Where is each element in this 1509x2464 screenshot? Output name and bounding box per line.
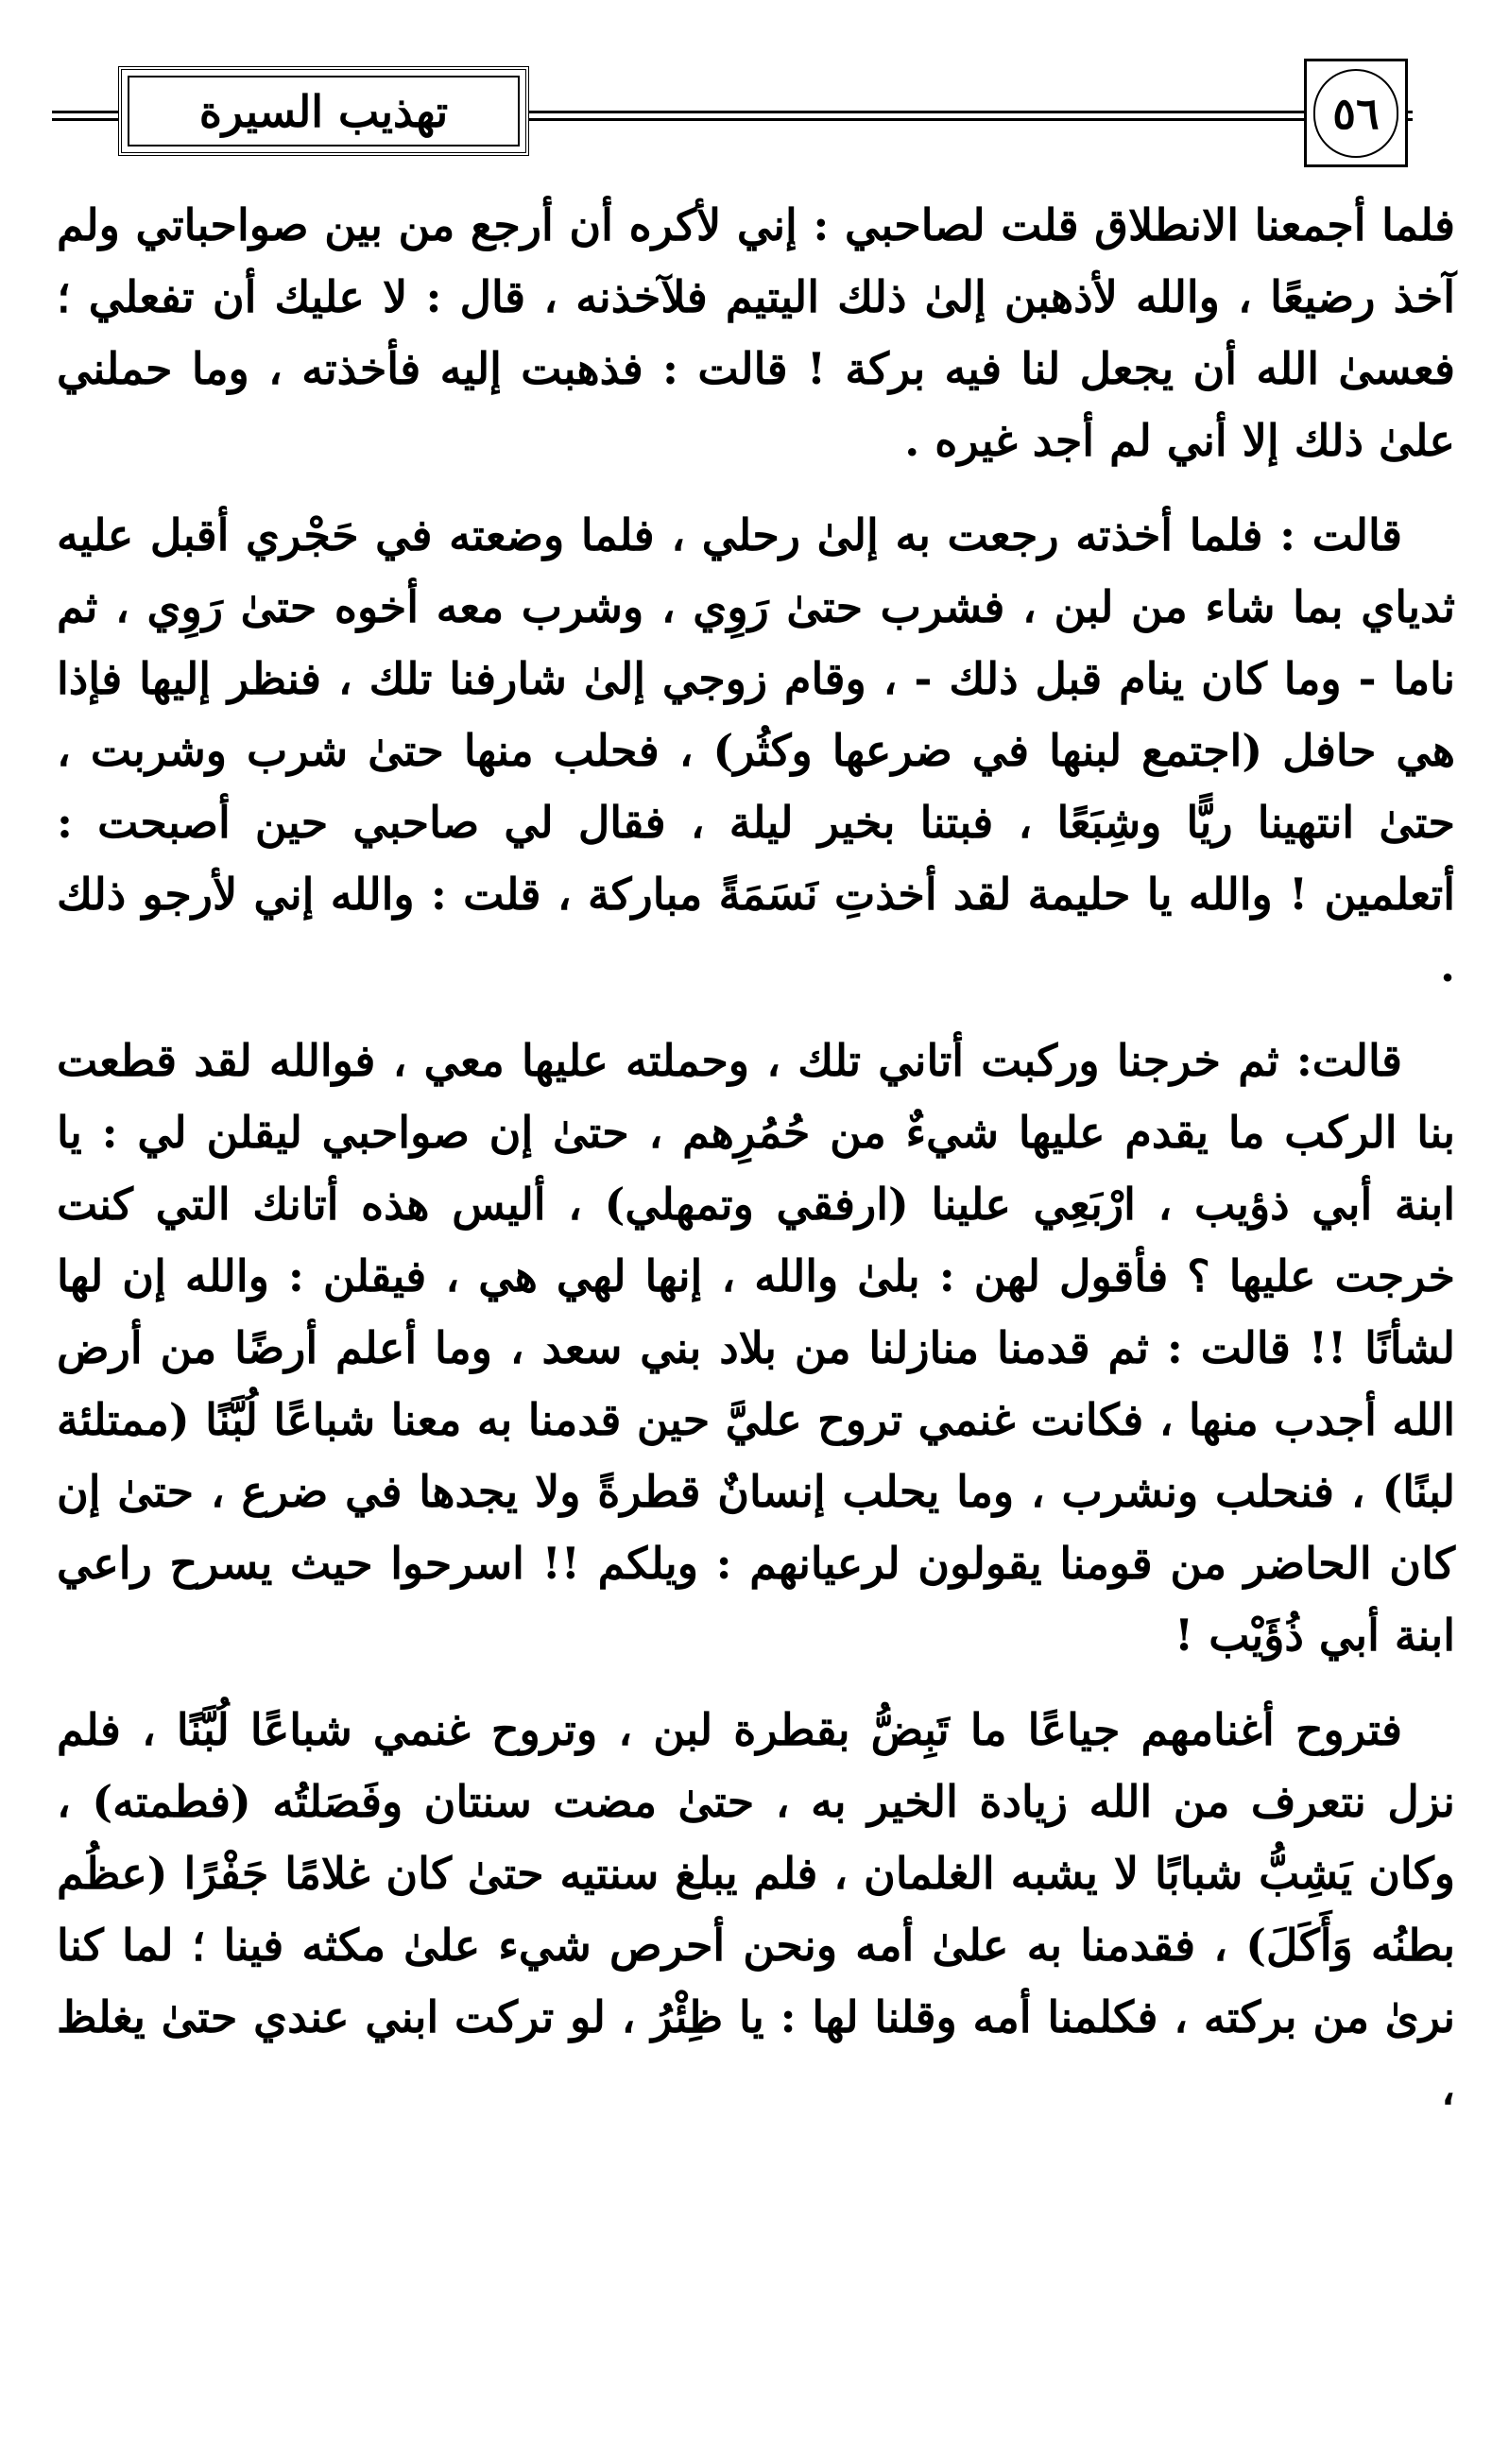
book-title: تهذيب السيرة [128, 76, 520, 146]
page-header [52, 59, 1413, 167]
paragraph-4: فتروح أغنامهم جياعًا ما تَبِضُّ بقطرة لبن ، وتروح غنمي شباعًا لُبَّنًا ، فلم نزل نتعرف من الله زيادة الخير به ، حتىٰ مضت سنتان وفَصَلتُه (فطمته) ، وكان يَشِبُّ شبابًا لا يشبه الغلمان ، فلم يبلغ سنتيه حتىٰ كان غلامًا جَفْرًا (عظُم بطنُه وَأَكَلَ) ، فقدمنا به علىٰ أمه ونحن أحرص شيء علىٰ مكثه فينا ؛ لما كنا نرىٰ من بركته ، فكلمنا أمه وقلنا لها : يا ظِئْرُ ، لو تركت ابني عندي حتىٰ يغلظ ، [57, 1704, 1455, 2114]
paragraph-1: فلما أجمعنا الانطلاق قلت لصاحبي : إني لأكره أن أرجع من بين صواحباتي ولم آخذ رضيعًا ، والله لأذهبن إلىٰ ذلك اليتيم فلآخذنه ، قال : لا عليك أن تفعلي ؛ فعسىٰ الله أن يجعل لنا فيه بركة ! قالت : فذهبت إليه فأخذته ، وما حملني علىٰ ذلك إلا أني لم أجد غيره . [57, 199, 1455, 466]
page-number-frame [1304, 59, 1408, 167]
body-text [57, 189, 1455, 2147]
header-rule-middle [529, 111, 1304, 121]
page-number: ٥٦ [1313, 69, 1398, 158]
paragraph-2: قالت : فلما أخذته رجعت به إلىٰ رحلي ، فلما وضعته في حَجْري أقبل عليه ثدياي بما شاء من لبن ، فشرب حتىٰ رَوِي ، وشرب معه أخوه حتىٰ رَوِي ، ثم ناما - وما كان ينام قبل ذلك - ، وقام زوجي إلىٰ شارفنا تلك ، فنظر إليها فإذا هي حافل (اجتمع لبنها في ضرعها وكثُر) ، فحلب منها حتىٰ شرب وشربت ، حتىٰ انتهينا ريًّا وشِبَعًا ، فبتنا بخير ليلة ، فقال لي صاحبي حين أصبحت : أتعلمين ! والله يا حليمة لقد أخذتِ نَسَمَةً مباركة ، قلت : والله إني لأرجو ذلك . [57, 509, 1455, 991]
header-rule-left [52, 111, 118, 121]
title-frame [118, 66, 529, 156]
paragraph-3: قالت: ثم خرجنا وركبت أتاني تلك ، وحملته عليها معي ، فوالله لقد قطعت بنا الركب ما يقدم عليها شيءٌ من حُمُرِهم ، حتىٰ إن صواحبي ليقلن لي : يا ابنة أبي ذؤيب ، ارْبَعِي علينا (ارفقي وتمهلي) ، أليس هذه أتانك التي كنت خرجت عليها ؟ فأقول لهن : بلىٰ والله ، إنها لهي هي ، فيقلن : والله إن لها لشأنًا !! قالت : ثم قدمنا منازلنا من بلاد بني سعد ، وما أعلم أرضًا من أرض الله أجدب منها ، فكانت غنمي تروح عليَّ حين قدمنا به معنا شباعًا لُبَّنًا (ممتلئة لبنًا) ، فنحلب ونشرب ، وما يحلب إنسانٌ قطرةً ولا يجدها في ضرع ، حتىٰ إن كان الحاضر من قومنا يقولون لرعيانهم : ويلكم !! اسرحوا حيث يسرح راعي ابنة أبي ذُؤَيْب ! [57, 1035, 1455, 1661]
header-rule-right [1408, 111, 1413, 121]
